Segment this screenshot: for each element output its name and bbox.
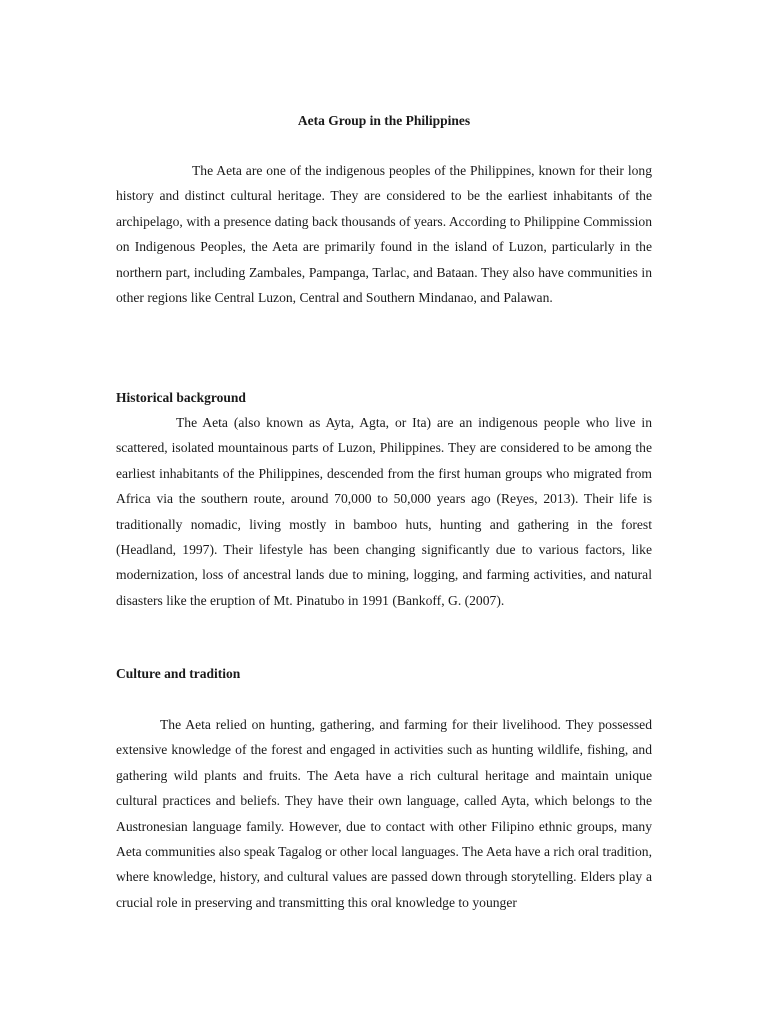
culture-paragraph: The Aeta relied on hunting, gathering, and farming for their livelihood. They possessed extensive knowledge of the forest and engaged in activities such as hunting wildlife, fishing, and gathering wild plants and fruits. The Aeta have a rich cultural heritage and maintain unique cultural practices and beliefs. They have their own language, called Ayta, which belongs to the Austronesian language family. However, due to contact with other Filipino ethnic groups, many Aeta communities also speak Tagalog or other local languages. The Aeta have a rich oral tradition, where knowledge, history, and cultural values are passed down through storytelling. Elders play a crucial role in preserving and transmitting this oral knowledge to younger (116, 717, 652, 910)
intro-paragraph: The Aeta are one of the indigenous peoples of the Philippines, known for their long history and distinct cultural heritage. They are considered to be the earliest inhabitants of the archipelago, with a presence dating back thousands of years. According to Philippine Commission on Indigenous Peoples, the Aeta are primarily found in the island of Luzon, particularly in the northern part, including Zambales, Pampanga, Tarlac, and Bataan. They also have communities in other regions like Central Luzon, Central and Southern Mindanao, and Palawan. (116, 163, 652, 306)
document-title: Aeta Group in the Philippines (297, 113, 471, 128)
historical-paragraph: The Aeta (also known as Ayta, Agta, or Ita) are an indigenous people who live in scattered, isolated mountainous parts of Luzon, Philippines. They are considered to be among the earliest inhabitants of the Philippines, descended from the first human groups who migrated from Africa via the southern route, around 70,000 to 50,000 years ago (Reyes, 2013). Their life is traditionally nomadic, living mostly in bamboo huts, hunting and gathering in the forest (Headland, 1997). Their lifestyle has been changing significantly due to various factors, like modernization, loss of ancestral lands due to mining, logging, and farming activities, and natural disasters like the eruption of Mt. Pinatubo in 1991 (Bankoff, G. (2007). (116, 415, 652, 608)
section-heading-culture: Culture and tradition (116, 666, 241, 681)
section-heading-historical: Historical background (116, 390, 246, 405)
